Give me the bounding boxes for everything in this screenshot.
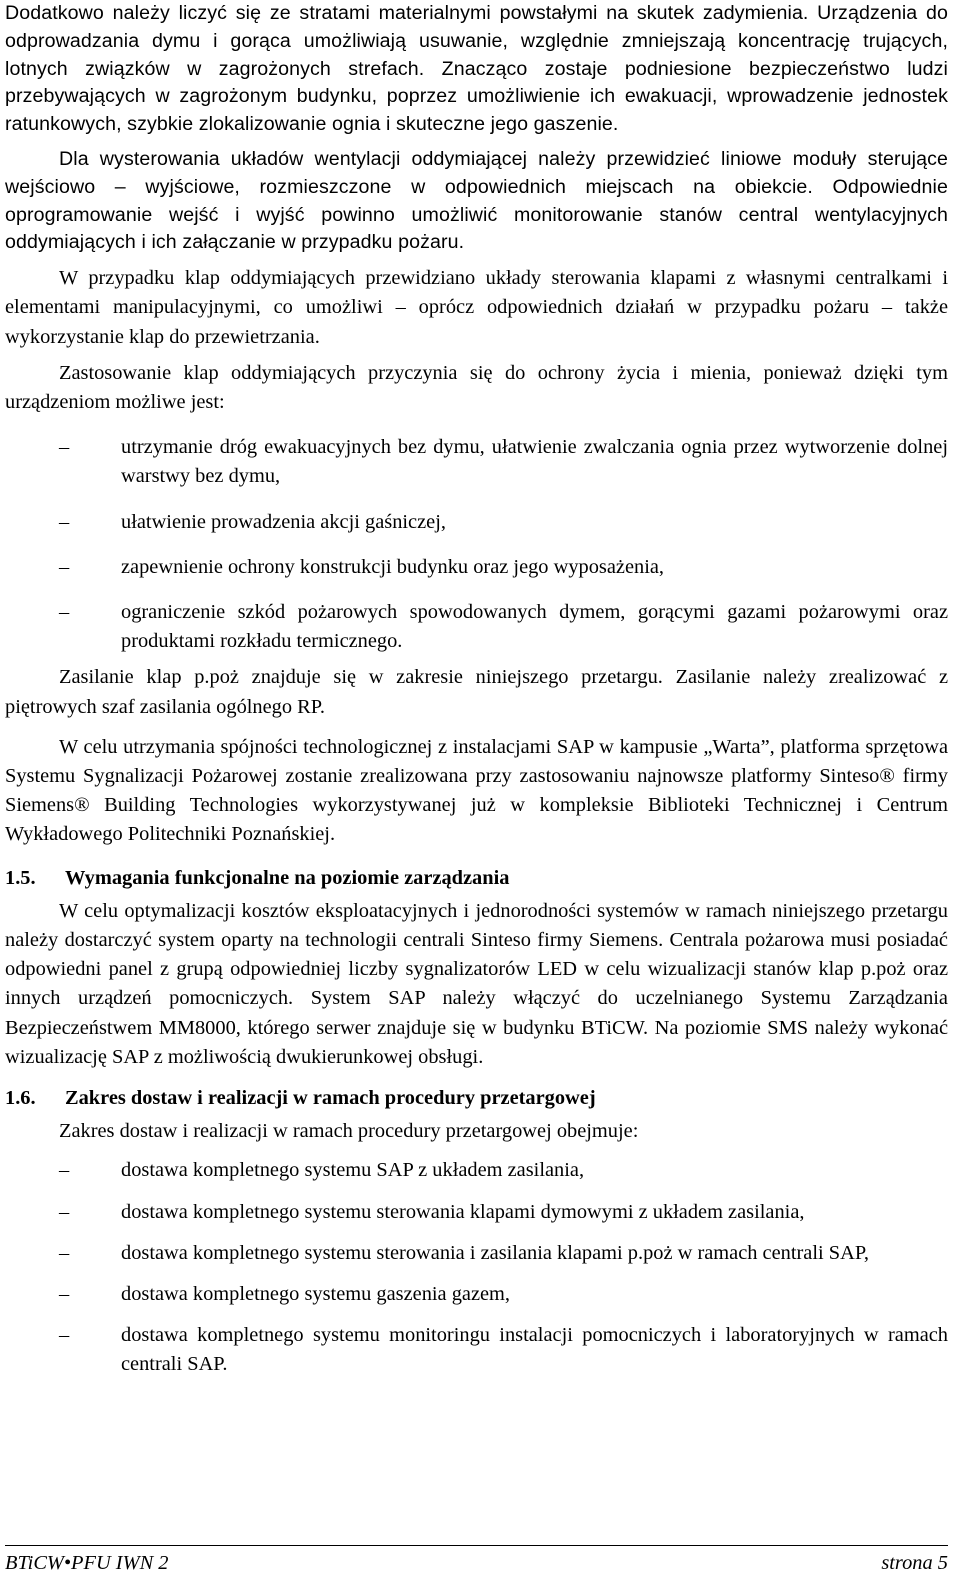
- footer-document-id: BTiCW•PFU IWN 2: [5, 1552, 169, 1574]
- scope-list: [5, 1156, 948, 1379]
- section-heading-1-5: [5, 864, 948, 893]
- list-item: – dostawa kompletnego systemu SAP z układem zasilania,: [5, 1156, 948, 1185]
- dash-bullet: –: [59, 1283, 70, 1306]
- list-item: – dostawa kompletnego systemu sterowania klapami dymowymi z układem zasilania,: [5, 1198, 948, 1227]
- footer-page-number: strona 5: [881, 1552, 948, 1574]
- paragraph-smoke-losses: Dodatkowo należy liczyć się ze stratami materialnymi powstałymi na skutek zadymienia. Urządzenia do odprowadzania dymu i gorąca umożliwiają usuwanie, względnie zmniejszają koncentrację trujących, lotnych związków w zagrożonych strefach. Znacząco zostaje podniesione bezpieczeństwo ludzi przebywających w zagrożonym budynku, poprzez umożliwienie ich ewakuacji, wprowadzenie jednostek ratunkowych, szybkie zlokalizowanie ognia i skuteczne jego gaszenie.: [5, 2, 948, 136]
- dash-bullet: –: [59, 601, 70, 623]
- list-item: – dostawa kompletnego systemu sterowania i zasilania klapami p.poż w ramach centrali SAP,: [5, 1239, 948, 1268]
- list-item: – ograniczenie szkód pożarowych spowodowanych dymem, gorącymi gazami pożarowymi oraz produktami rozkładu termicznego.: [5, 598, 948, 656]
- dash-bullet: –: [59, 555, 70, 578]
- paragraph-sinteso-platform: W celu utrzymania spójności technologicznej z instalacjami SAP w kampusie „Warta”, platforma sprzętowa Systemu Sygnalizacji Pożarowej zostanie zrealizowana przy zastosowaniu najnowsze platformy Sinteso® firmy Siemens® Building Technologies wykorzystywanej już w kompleksie Biblioteki Technicznej i Centrum Wykładowego Politechniki Poznańskiej.: [5, 735, 948, 846]
- section-number: 1.6.: [5, 1087, 36, 1110]
- dampers-benefits-list: [5, 433, 948, 656]
- dash-bullet: –: [59, 436, 70, 459]
- paragraph-smoke-dampers: W przypadku klap oddymiających przewidziano układy sterowania klapami z własnymi centralkami i elementami manipulacyjnymi, co umożliwi – oprócz odpowiednich działań w przypadku pożaru – także wykorzystanie klap do przewietrzania.: [5, 267, 948, 348]
- list-item: – zapewnienie ochrony konstrukcji budynku oraz jego wyposażenia,: [5, 553, 948, 582]
- section-title: Zakres dostaw i realizacji w ramach procedury przetargowej: [65, 1087, 596, 1110]
- paragraph-dampers-purpose: Zastosowanie klap oddymiających przyczynia się do ochrony życia i mienia, ponieważ dzięki tym urządzeniom możliwe jest:: [5, 361, 948, 413]
- section-title: Wymagania funkcjonalne na poziomie zarządzania: [65, 866, 510, 889]
- list-item: – dostawa kompletnego systemu gaszenia gazem,: [5, 1280, 948, 1309]
- list-item: – dostawa kompletnego systemu monitoringu instalacji pomocniczych i laboratoryjnych w ramach centrali SAP.: [5, 1321, 948, 1379]
- paragraph-scope-intro: Zakres dostaw i realizacji w ramach procedury przetargowej obejmuje:: [59, 1120, 639, 1143]
- dash-bullet: –: [59, 1241, 70, 1264]
- section-number: 1.5.: [5, 866, 36, 889]
- paragraph-ventilation-control: Dla wysterowania układów wentylacji oddymiającej należy przewidzieć liniowe moduły sterujące wejściowo – wyjściowe, rozmieszczone w odpowiednich miejscach na obiekcie. Odpowiednie oprogramowanie wejść i wyjść powinno umożliwić monitorowanie stanów central wentylacyjnych oddymiających i ich załączanie w przypadku pożaru.: [5, 147, 948, 254]
- section-heading-1-6: [5, 1084, 948, 1113]
- page-footer: [5, 1545, 948, 1576]
- page-content: [5, 0, 948, 1380]
- dash-bullet: –: [59, 1200, 70, 1223]
- dash-bullet: –: [59, 1159, 70, 1182]
- list-item: – ułatwienie prowadzenia akcji gaśniczej,: [5, 508, 948, 537]
- dash-bullet: –: [59, 510, 70, 533]
- paragraph-management-requirements: W celu optymalizacji kosztów eksploatacyjnych i jednorodności systemów w ramach niniejszego przetargu należy dostarczyć system oparty na technologii centrali Sinteso firmy Siemens. Centrala pożarowa musi posiadać odpowiedni panel z grupą odpowiedniej liczby sygnalizatorów LED w celu wizualizacji stanów klap p.poż oraz innych urządzeń pomocniczych. System SAP należy włączyć do uczelnianego Systemu Zarządzania Bezpieczeństwem MM8000, którego serwer znajduje się w budynku BTiCW. Na poziomie SMS należy wykonać wizualizację SAP z możliwością dwukierunkowej obsługi.: [5, 899, 948, 1068]
- dash-bullet: –: [59, 1324, 70, 1347]
- paragraph-damper-power: Zasilanie klap p.poż znajduje się w zakresie niniejszego przetargu. Zasilanie należy zrealizować z piętrowych szaf zasilania ogólnego RP.: [5, 666, 948, 718]
- list-item: – utrzymanie dróg ewakuacyjnych bez dymu, ułatwienie zwalczania ognia przez wytworzenie dolnej warstwy bez dymu,: [5, 433, 948, 491]
